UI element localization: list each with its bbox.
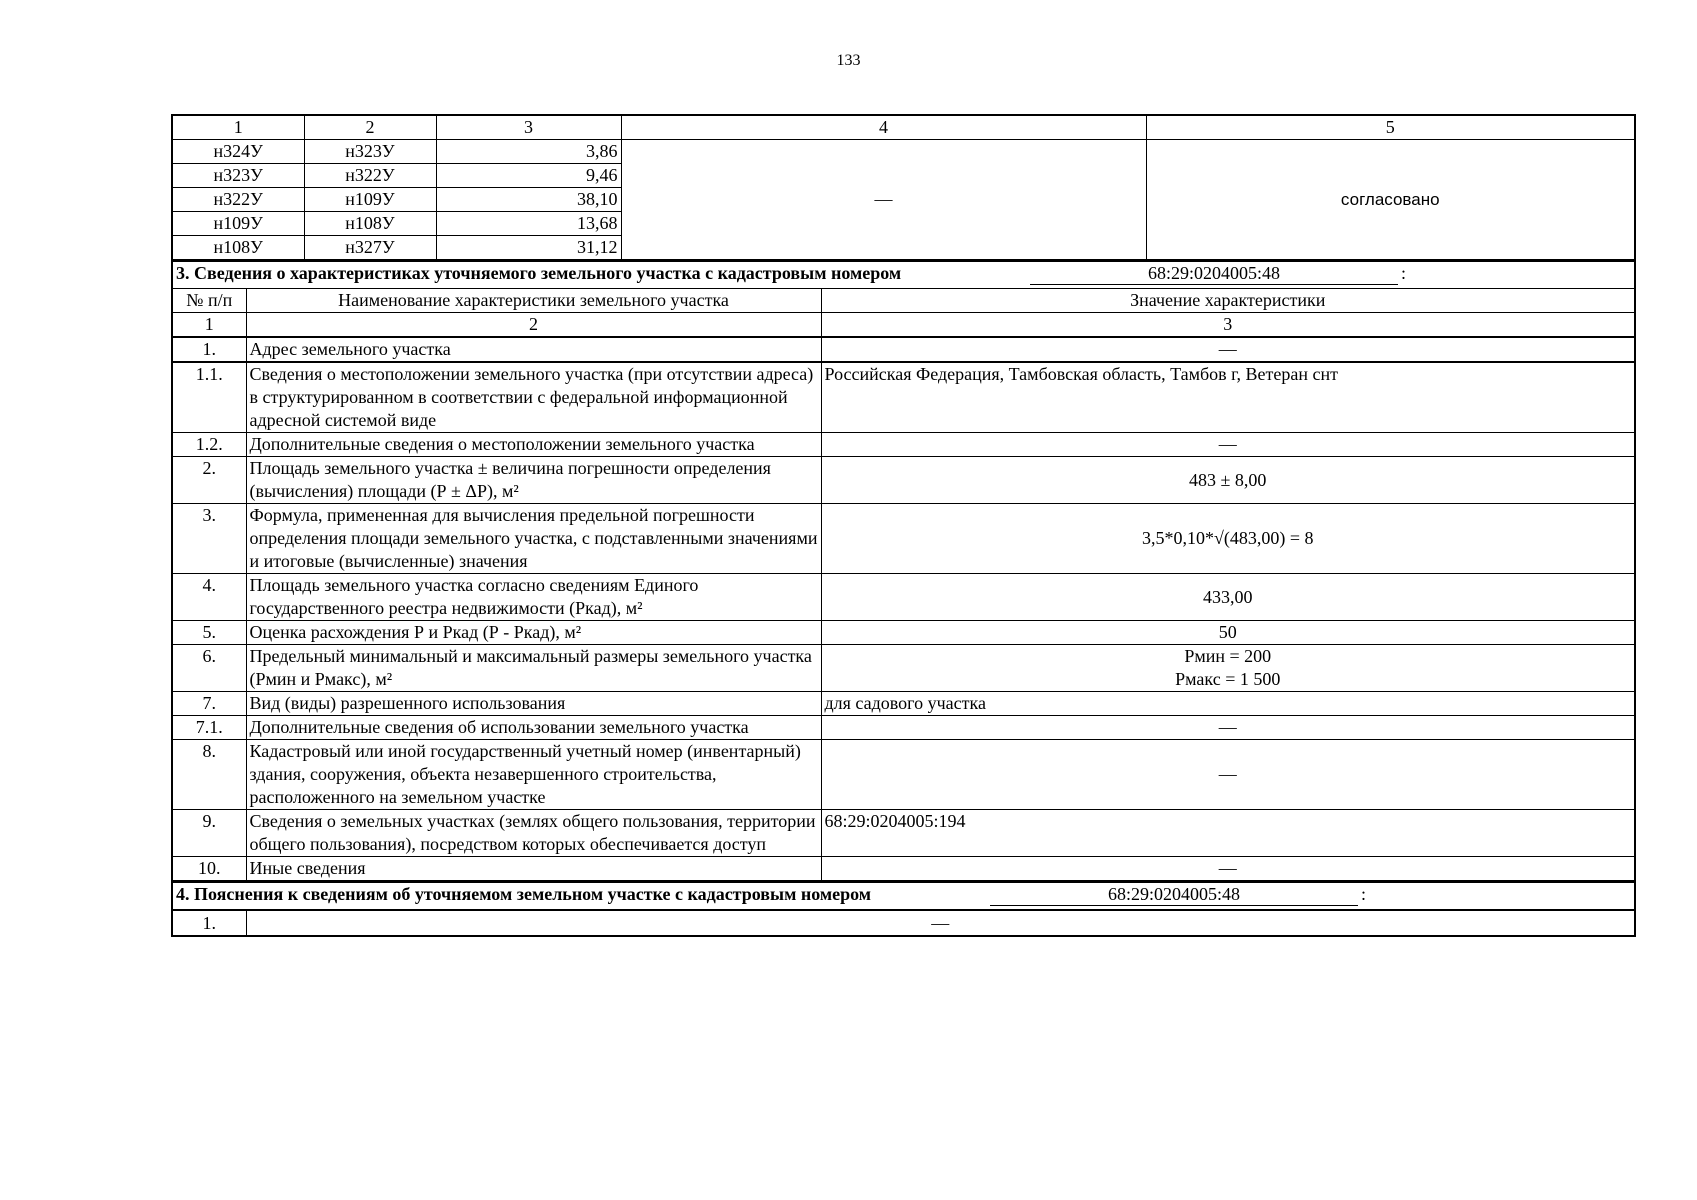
row-value: — [246, 910, 1635, 936]
header-cell-value: Значение характеристики [821, 289, 1635, 313]
point-from: н108У [172, 236, 304, 260]
table-row [172, 457, 1635, 504]
point-to: н323У [304, 140, 436, 164]
segment-length: 9,46 [436, 164, 621, 188]
section3-colnum-row [172, 313, 1635, 338]
row-number: 2. [172, 457, 246, 504]
table-row [172, 140, 1635, 164]
section3-cadastral-number: 68:29:0204005:48 [1030, 262, 1398, 285]
section3-title-row [172, 261, 1635, 289]
row-number: 4. [172, 574, 246, 621]
table-row [172, 692, 1635, 716]
max-area-value: Рмакс = 1 500 [1175, 669, 1281, 689]
section3-colon: : [1401, 263, 1407, 283]
row-name: Оценка расхождения Р и Ркад (Р - Ркад), м² [246, 621, 821, 645]
section4-colon: : [1361, 884, 1367, 904]
boundary-header-cell: 5 [1146, 115, 1635, 140]
row-name: Дополнительные сведения о местоположении земельного участка [246, 433, 821, 457]
table-row [172, 740, 1635, 810]
row-number: 3. [172, 504, 246, 574]
point-from: н324У [172, 140, 304, 164]
min-area-value: Рмин = 200 [1184, 646, 1272, 666]
section4-title: 4. Пояснения к сведениям об уточняемом земельном участке с кадастровым номером [176, 884, 872, 904]
row-number: 1. [172, 337, 246, 362]
row-value: 433,00 [821, 574, 1635, 621]
colnum-cell: 1 [172, 313, 246, 338]
segment-length: 38,10 [436, 188, 621, 212]
point-to: н109У [304, 188, 436, 212]
table-row [172, 574, 1635, 621]
row-number: 5. [172, 621, 246, 645]
boundary-header-cell: 1 [172, 115, 304, 140]
point-from: н322У [172, 188, 304, 212]
page-number: 133 [836, 52, 861, 69]
row-name: Площадь земельного участка согласно сведениям Единого государственного реестра недвижимости (Ркад), м² [246, 574, 821, 621]
table-row [172, 362, 1635, 433]
row-value: для садового участка [821, 692, 1635, 716]
section3-table [171, 260, 1636, 881]
table-row [172, 433, 1635, 457]
row-number: 1.2. [172, 433, 246, 457]
row-value: 483 ± 8,00 [821, 457, 1635, 504]
table-row [172, 910, 1635, 936]
row-number: 7.1. [172, 716, 246, 740]
row-name: Предельный минимальный и максимальный размеры земельного участка (Рмин и Рмакс), м² [246, 645, 821, 692]
row-number: 10. [172, 857, 246, 881]
header-cell-name: Наименование характеристики земельного участка [246, 289, 821, 313]
point-to: н108У [304, 212, 436, 236]
row-number: 8. [172, 740, 246, 810]
row-value: Российская Федерация, Тамбовская область, Тамбов г, Ветеран снт [821, 362, 1635, 433]
table-row [172, 857, 1635, 881]
boundary-header-cell: 4 [621, 115, 1146, 140]
row-name: Формула, примененная для вычисления предельной погрешности определения площади земельного участка, с подставленными значениями и итоговые (вычисленные) значения [246, 504, 821, 574]
boundary-header-cell: 3 [436, 115, 621, 140]
row-number: 1. [172, 910, 246, 936]
row-name: Иные сведения [246, 857, 821, 881]
point-from: н323У [172, 164, 304, 188]
boundary-header-row [172, 115, 1635, 140]
table-row [172, 504, 1635, 574]
segment-length: 13,68 [436, 212, 621, 236]
segment-length: 31,12 [436, 236, 621, 260]
row-value: 68:29:0204005:194 [821, 810, 1635, 857]
boundary-col4-value: — [621, 140, 1146, 260]
section4-title-row [172, 882, 1635, 910]
row-value: — [821, 857, 1635, 881]
row-value: — [821, 716, 1635, 740]
point-to: н327У [304, 236, 436, 260]
section3-title-cell [172, 261, 1635, 289]
boundary-header-cell: 2 [304, 115, 436, 140]
row-value: — [821, 740, 1635, 810]
section4-cadastral-number: 68:29:0204005:48 [990, 883, 1358, 906]
table-row [172, 337, 1635, 362]
row-name: Кадастровый или иной государственный учетный номер (инвентарный) здания, сооружения, объекта незавершенного строительства, расположенного на земельном участке [246, 740, 821, 810]
row-number: 6. [172, 645, 246, 692]
row-name: Вид (виды) разрешенного использования [246, 692, 821, 716]
table-row [172, 716, 1635, 740]
approval-status: согласовано [1146, 140, 1635, 260]
section4-table [171, 881, 1636, 937]
row-value: — [821, 337, 1635, 362]
point-from: н109У [172, 212, 304, 236]
segment-length: 3,86 [436, 140, 621, 164]
colnum-cell: 2 [246, 313, 821, 338]
document-body [171, 114, 1634, 937]
row-name: Площадь земельного участка ± величина погрешности определения (вычисления) площади (Р ± ΔР), м² [246, 457, 821, 504]
row-number: 7. [172, 692, 246, 716]
table-row [172, 810, 1635, 857]
row-name: Сведения о местоположении земельного участка (при отсутствии адреса) в структурированном в соответствии с федеральной информационной адресной системой виде [246, 362, 821, 433]
table-row [172, 621, 1635, 645]
section3-title: 3. Сведения о характеристиках уточняемого земельного участка с кадастровым номером [176, 263, 902, 283]
table-row [172, 645, 1635, 692]
row-number: 9. [172, 810, 246, 857]
row-name: Дополнительные сведения об использовании земельного участка [246, 716, 821, 740]
row-value: 3,5*0,10*√(483,00) = 8 [821, 504, 1635, 574]
header-cell-number: № п/п [172, 289, 246, 313]
row-name: Адрес земельного участка [246, 337, 821, 362]
section3-header-row [172, 289, 1635, 313]
boundary-table [171, 114, 1636, 260]
row-name: Сведения о земельных участках (землях общего пользования, территории общего пользования), посредством которых обеспечивается доступ [246, 810, 821, 857]
row-value: 50 [821, 621, 1635, 645]
colnum-cell: 3 [821, 313, 1635, 338]
row-value: — [821, 433, 1635, 457]
point-to: н322У [304, 164, 436, 188]
row-number: 1.1. [172, 362, 246, 433]
section4-title-cell [172, 882, 1635, 910]
row-value [821, 645, 1635, 692]
